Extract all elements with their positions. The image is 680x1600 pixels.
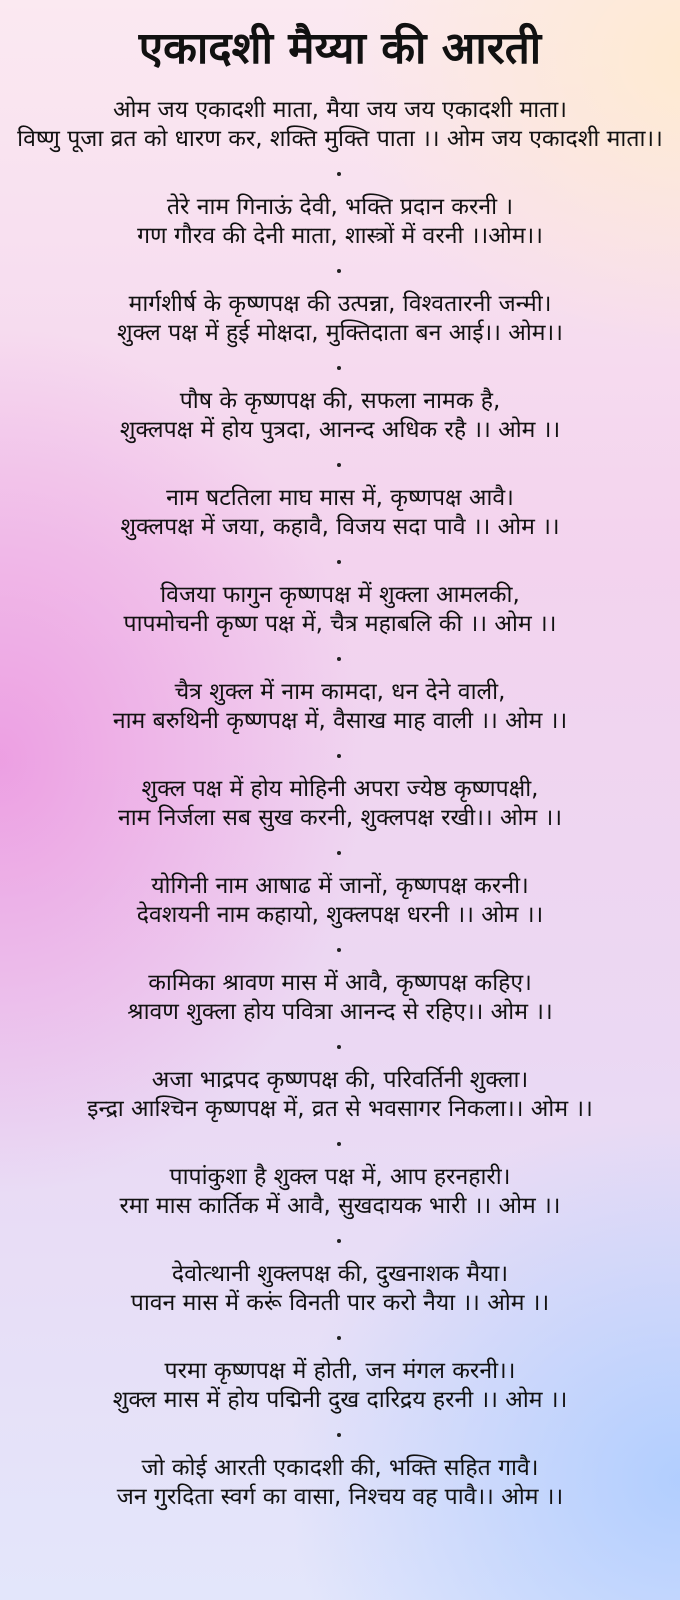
verse-line: देवशयनी नाम कहायो, शुक्लपक्ष धरनी ।। ओम ।। [136,902,544,928]
verse-line: शुक्ल पक्ष में होय मोहिनी अपरा ज्येष्ठ कृष्णपक्षी, [141,776,539,802]
verse [0,96,680,154]
verse [0,1454,680,1512]
verse-line: नाम निर्जला सब सुख करनी, शुक्लपक्ष रखी।। ओम ।। [117,805,563,831]
verse-line: शुक्लपक्ष में जया, कहावै, विजय सदा पावै ।। ओम ।। [120,514,560,540]
verse-line: ओम जय एकादशी माता, मैया जय जय एकादशी माता। [113,97,567,123]
separator-dot [337,1045,341,1049]
verse [0,193,680,251]
separator-dot [337,1239,341,1243]
verse [0,872,680,930]
verse [0,1260,680,1318]
verse [0,1163,680,1221]
verse [0,775,680,833]
separator-dot [337,948,341,952]
verse-line: नाम षटतिला माघ मास में, कृष्णपक्ष आवै। [166,485,514,511]
verse-line: पौष के कृष्णपक्ष की, सफला नामक है, [179,388,501,414]
verse-line: परमा कृष्णपक्ष में होती, जन मंगल करनी।। [164,1358,516,1384]
verse-line: जन गुरदिता स्वर्ग का वासा, निश्चय वह पावै।। ओम ।। [116,1484,564,1510]
separator-dot [337,366,341,370]
verse-line: चैत्र शुक्ल में नाम कामदा, धन देने वाली, [174,679,506,705]
separator-dot [337,851,341,855]
verse-line: शुक्लपक्ष में होय पुत्रदा, आनन्द अधिक रहै ।। ओम ।। [119,417,561,443]
verse-line: इन्द्रा आश्चिन कृष्णपक्ष में, व्रत से भवसागर निकला।। ओम ।। [87,1096,593,1122]
verse [0,969,680,1027]
verse-line: तेरे नाम गिनाऊं देवी, भक्ति प्रदान करनी । [166,194,514,220]
verse-line: कामिका श्रावण मास में आवै, कृष्णपक्ष कहिए। [148,970,532,996]
verse [0,1066,680,1124]
verse [0,678,680,736]
verse-line: पापमोचनी कृष्ण पक्ष में, चैत्र महाबलि की ।। ओम ।। [123,611,557,637]
verse-line: योगिनी नाम आषाढ में जानों, कृष्णपक्ष करनी। [151,873,529,899]
verse-line: रमा मास कार्तिक में आवै, सुखदायक भारी ।। ओम ।। [119,1193,561,1219]
verse [0,484,680,542]
verse-line: जो कोई आरती एकादशी की, भक्ति सहित गावै। [141,1455,539,1481]
separator-dot [337,1142,341,1146]
separator-dot [337,1336,341,1340]
verse-line: शुक्ल पक्ष में हुई मोक्षदा, मुक्तिदाता बन आई।। ओम।। [117,320,563,346]
separator-dot [337,754,341,758]
separator-dot [337,657,341,661]
verse [0,387,680,445]
separator-dot [337,1433,341,1437]
page-title: एकादशी मैय्या की आरती [138,23,542,74]
verse-line: देवोत्थानी शुक्लपक्ष की, दुखनाशक मैया। [171,1261,509,1287]
verse [0,290,680,348]
verse-line: नाम बरुथिनी कृष्णपक्ष में, वैसाख माह वाली ।। ओम ।। [112,708,568,734]
verse [0,581,680,639]
separator-dot [337,172,341,176]
verse-line: अजा भाद्रपद कृष्णपक्ष की, परिवर्तिनी शुक्ला। [151,1067,529,1093]
verse-line: विष्णु पूजा व्रत को धारण कर, शक्ति मुक्ति पाता ।। ओम जय एकादशी माता।। [17,126,663,152]
separator-dot [337,463,341,467]
verse-line: मार्गशीर्ष के कृष्णपक्ष की उत्पन्ना, विश्वतारनी जन्मी। [128,291,552,317]
verse-line: शुक्ल मास में होय पद्मिनी दुख दारिद्रय हरनी ।। ओम ।। [112,1387,568,1413]
verse-line: पापांकुशा है शुक्ल पक्ष में, आप हरनहारी। [169,1164,511,1190]
verse [0,1357,680,1415]
separator-dot [337,269,341,273]
verse-line: श्रावण शुक्ला होय पवित्रा आनन्द से रहिए।। ओम ।। [127,999,553,1025]
verse-line: विजया फागुन कृष्णपक्ष में शुक्ला आमलकी, [160,582,520,608]
verse-list [0,96,680,1551]
verse-line: पावन मास में करूं विनती पार करो नैया ।। ओम ।। [130,1290,550,1316]
separator-dot [337,560,341,564]
verse-line: गण गौरव की देनी माता, शास्त्रों में वरनी ।।ओम।। [137,223,543,249]
